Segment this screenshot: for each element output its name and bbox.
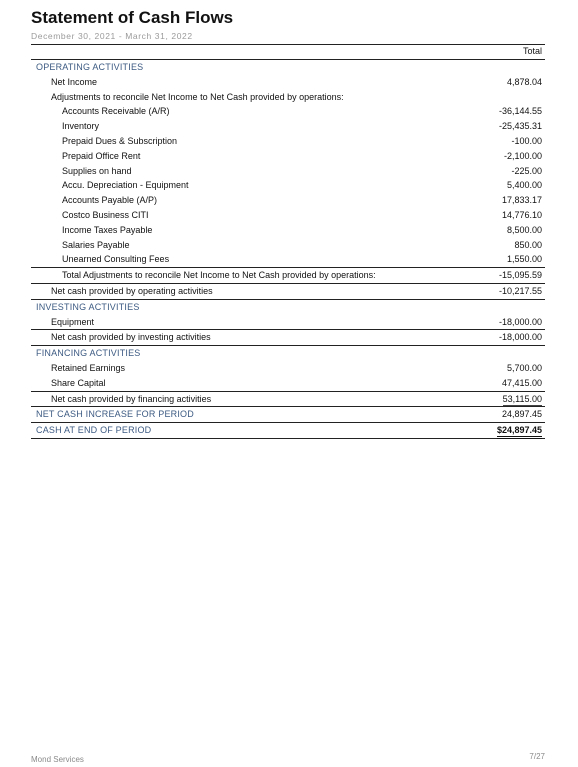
row-label: Share Capital	[51, 377, 106, 388]
row-amount: -15,095.59	[498, 270, 542, 281]
row-label: Salaries Payable	[62, 239, 130, 250]
table-row	[31, 134, 545, 149]
row-amount: 17,833.17	[501, 195, 542, 206]
footer-company: Mond Services	[31, 755, 84, 764]
row-amount: 5,700.00	[506, 362, 542, 373]
operating-net-cash-row	[31, 283, 545, 300]
total-column-header: Total	[522, 46, 542, 56]
investing-net-cash-row	[31, 329, 545, 346]
net-increase-row	[31, 407, 545, 423]
row-amount: 5,400.00	[506, 180, 542, 191]
row-amount: 850.00	[514, 239, 542, 250]
row-amount: 24,897.45	[501, 409, 542, 420]
row-label: CASH AT END OF PERIOD	[36, 425, 152, 436]
table-row	[31, 223, 545, 238]
row-amount: 8,500.00	[506, 224, 542, 235]
table-row	[31, 193, 545, 208]
row-label: Retained Earnings	[51, 362, 126, 373]
table-row	[31, 90, 545, 105]
row-amount: $24,897.45	[497, 424, 542, 439]
row-label: Equipment	[51, 316, 95, 327]
section-heading: FINANCING ACTIVITIES	[36, 348, 141, 359]
row-amount: -225.00	[511, 165, 542, 176]
row-amount: 14,776.10	[501, 209, 542, 220]
row-label: Prepaid Dues & Subscription	[62, 135, 178, 146]
table-row	[31, 361, 545, 376]
table-row	[31, 119, 545, 134]
table-row	[31, 376, 545, 391]
table-bottom-rule	[31, 438, 545, 439]
section-investing	[31, 300, 545, 315]
row-amount: 4,878.04	[506, 76, 542, 87]
row-amount: -18,000.00	[498, 316, 542, 327]
cash-flow-table	[31, 44, 545, 439]
table-row	[31, 252, 545, 267]
table-row	[31, 315, 545, 330]
section-operating	[31, 60, 545, 75]
row-amount: -25,435.31	[498, 121, 542, 132]
table-row	[31, 208, 545, 223]
row-label: Net cash provided by operating activities	[51, 285, 213, 296]
row-label: Net Income	[51, 76, 98, 87]
report-period: December 30, 2021 - March 31, 2022	[31, 31, 193, 41]
row-label: Net cash provided by financing activities	[51, 393, 212, 404]
row-label: Adjustments to reconcile Net Income to Net Cash provided by operations:	[51, 91, 344, 102]
row-amount: 1,550.00	[506, 254, 542, 265]
table-row	[31, 178, 545, 193]
row-label: Accu. Depreciation - Equipment	[62, 180, 189, 191]
section-heading: INVESTING ACTIVITIES	[36, 301, 140, 312]
cash-end-row	[31, 423, 545, 438]
row-amount: 53,115.00	[502, 393, 542, 404]
row-amount: -10,217.55	[498, 285, 542, 296]
table-row	[31, 75, 545, 90]
row-label: Inventory	[62, 121, 100, 132]
row-amount: -100.00	[511, 135, 542, 146]
row-amount: -2,100.00	[503, 150, 542, 161]
report-title: Statement of Cash Flows	[31, 8, 234, 27]
table-row	[31, 238, 545, 253]
row-amount: 47,415.00	[501, 377, 542, 388]
table-row	[31, 104, 545, 119]
table-row	[31, 149, 545, 164]
row-label: Accounts Receivable (A/R)	[62, 106, 170, 117]
row-amount: -18,000.00	[498, 332, 542, 343]
row-amount: -36,144.55	[498, 106, 542, 117]
row-label: Prepaid Office Rent	[62, 150, 141, 161]
row-label: Income Taxes Payable	[62, 224, 153, 235]
table-row	[31, 164, 545, 179]
row-label: Total Adjustments to reconcile Net Income to Net Cash provided by operations:	[62, 270, 376, 281]
row-label: Net cash provided by investing activities	[51, 332, 211, 343]
row-label: Unearned Consulting Fees	[62, 254, 170, 265]
row-label: Costco Business CITI	[62, 209, 149, 220]
section-financing	[31, 346, 545, 361]
table-header	[31, 44, 545, 60]
section-heading: OPERATING ACTIVITIES	[36, 62, 144, 72]
row-label: Supplies on hand	[62, 165, 132, 176]
row-label: Accounts Payable (A/P)	[62, 195, 158, 206]
financing-net-cash-row	[31, 391, 545, 408]
row-label: NET CASH INCREASE FOR PERIOD	[36, 409, 194, 420]
page-number: 7/27	[529, 752, 545, 761]
total-adjustments-row	[31, 267, 545, 283]
